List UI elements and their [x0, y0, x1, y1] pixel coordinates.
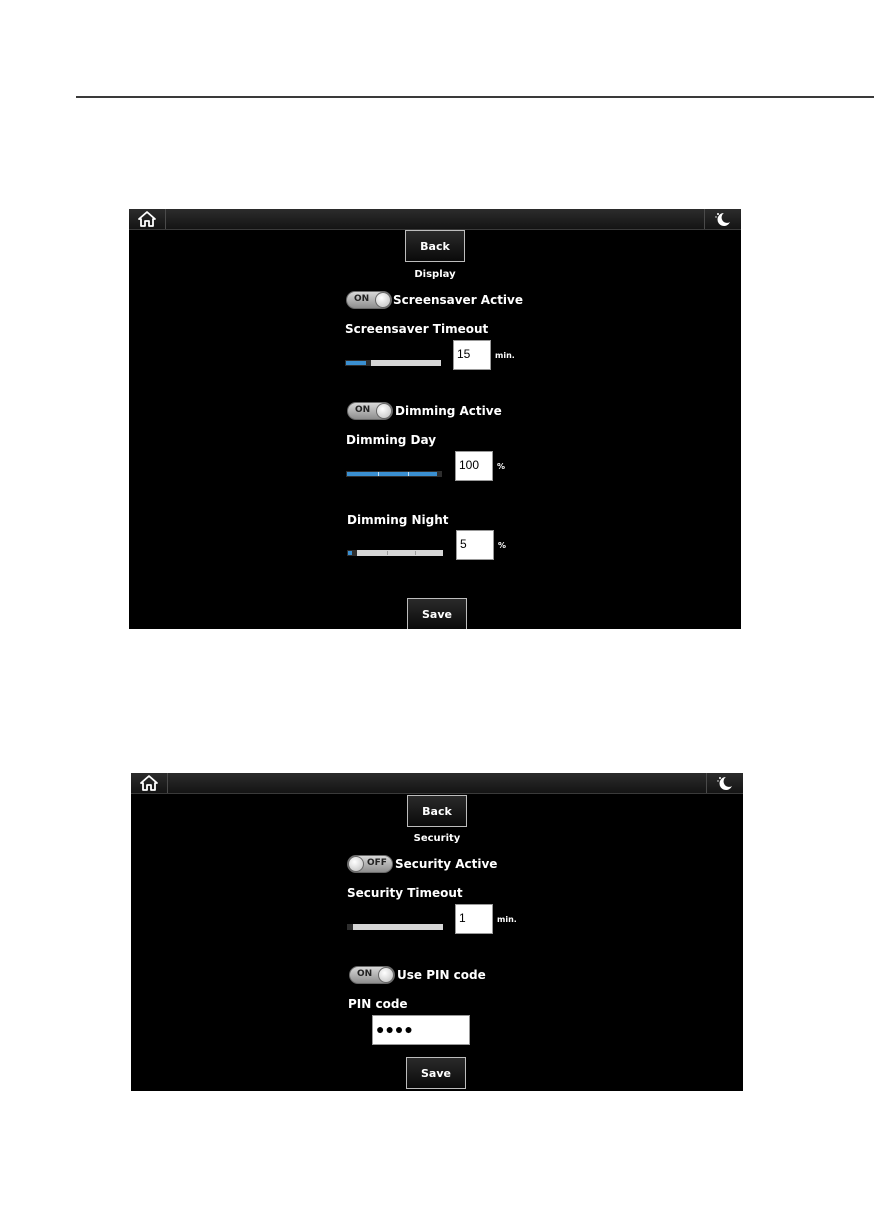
- screensaver-timeout-slider[interactable]: [345, 360, 441, 366]
- save-button[interactable]: Save: [407, 598, 467, 629]
- moon-icon: [716, 775, 734, 791]
- night-mode-button[interactable]: [704, 209, 741, 229]
- back-button[interactable]: Back: [407, 795, 467, 827]
- use-pin-toggle[interactable]: [349, 966, 395, 984]
- timeout-unit: min.: [495, 351, 515, 360]
- top-bar: [129, 209, 741, 230]
- security-active-label: Security Active: [395, 857, 498, 871]
- dimming-day-unit: %: [497, 462, 506, 471]
- security-timeout-unit: min.: [497, 915, 517, 924]
- section-title: Security: [413, 833, 461, 844]
- screensaver-timeout-input[interactable]: 15: [453, 340, 491, 370]
- home-button[interactable]: [129, 209, 166, 229]
- dimming-night-label: Dimming Night: [347, 513, 449, 527]
- toggle-knob: [378, 967, 394, 983]
- save-button[interactable]: Save: [406, 1057, 466, 1089]
- security-active-toggle[interactable]: [347, 855, 393, 873]
- back-button[interactable]: Back: [405, 230, 465, 262]
- dimming-day-input[interactable]: 100: [455, 451, 493, 481]
- dimming-night-unit: %: [498, 541, 507, 550]
- toggle-state-label: OFF: [367, 858, 387, 868]
- security-timeout-input[interactable]: 1: [455, 904, 493, 934]
- toggle-state-label: ON: [354, 294, 370, 304]
- screensaver-active-label: Screensaver Active: [393, 293, 524, 307]
- night-mode-button[interactable]: [706, 773, 743, 793]
- security-timeout-label: Security Timeout: [347, 886, 463, 900]
- dimming-day-slider[interactable]: [346, 471, 442, 477]
- home-button[interactable]: [131, 773, 168, 793]
- home-icon: [138, 211, 156, 227]
- section-title: Display: [414, 269, 456, 280]
- pin-code-input[interactable]: ●●●●: [372, 1015, 470, 1045]
- security-timeout-slider[interactable]: [347, 924, 443, 930]
- toggle-knob: [348, 856, 364, 872]
- dimming-night-slider[interactable]: [347, 550, 443, 556]
- toggle-knob: [376, 403, 392, 419]
- moon-icon: [714, 211, 732, 227]
- toggle-state-label: ON: [355, 405, 371, 415]
- toggle-knob: [375, 292, 391, 308]
- page-divider-line: [76, 96, 874, 98]
- display-settings-screen: [129, 209, 741, 629]
- dimming-toggle[interactable]: [347, 402, 393, 420]
- top-bar: [131, 773, 743, 794]
- home-icon: [140, 775, 158, 791]
- dimming-day-label: Dimming Day: [346, 433, 437, 447]
- pin-code-label: PIN code: [348, 997, 408, 1011]
- security-settings-screen: [131, 773, 743, 1091]
- dimming-night-input[interactable]: 5: [456, 530, 494, 560]
- toggle-state-label: ON: [357, 969, 373, 979]
- dimming-active-label: Dimming Active: [395, 404, 502, 418]
- use-pin-label: Use PIN code: [397, 968, 486, 982]
- screensaver-toggle[interactable]: [346, 291, 392, 309]
- screensaver-timeout-label: Screensaver Timeout: [345, 322, 489, 336]
